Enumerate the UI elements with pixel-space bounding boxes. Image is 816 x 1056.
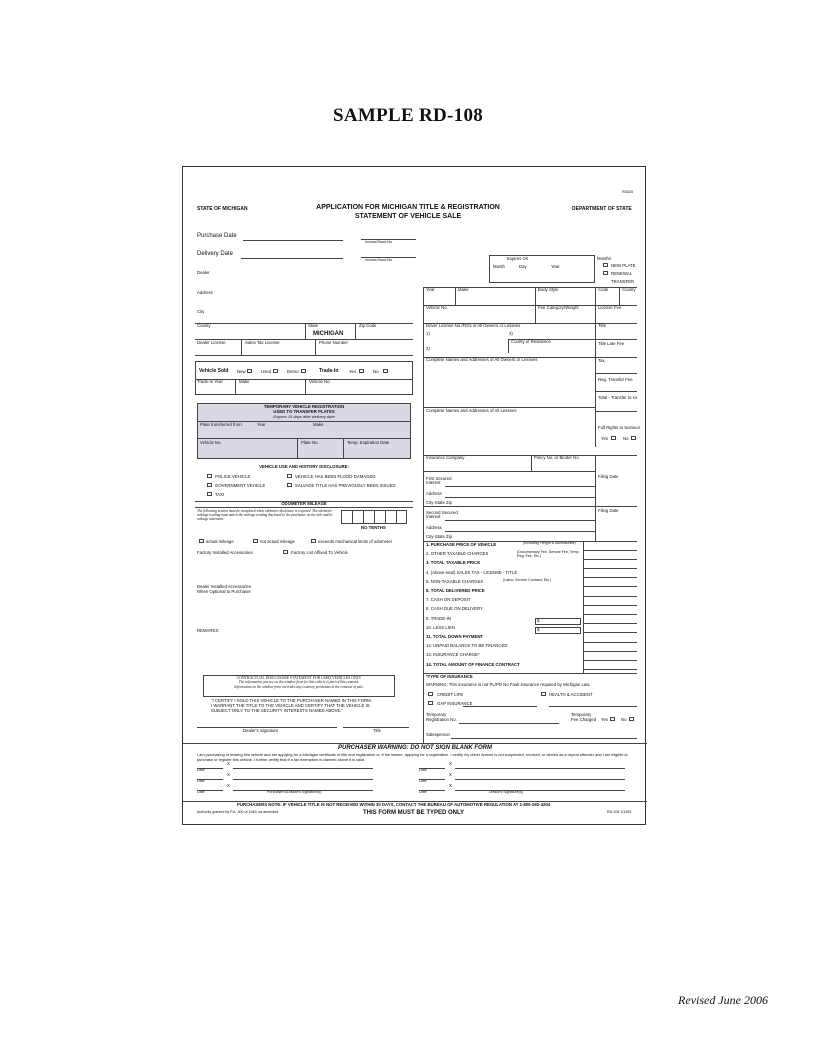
right-x-mark-1: X (449, 761, 452, 766)
contract-text-1: The information you see on the window form for this vehicle is part of this contract. (238, 680, 360, 684)
insurance-warning: WARNING: This insurance is not PL/PD No Fault insurance required by Michigan Law. (426, 682, 591, 687)
left-x-mark-2: X (227, 772, 230, 777)
less-lien-amount[interactable] (535, 627, 581, 634)
new-checkbox[interactable] (247, 369, 252, 373)
temp-reg-line[interactable] (459, 723, 559, 724)
trade-in-make-label: Make (239, 379, 250, 384)
dealer-acc-label-2: When Optional to Purchaser (197, 589, 251, 594)
right-date-line-2[interactable] (419, 779, 445, 780)
total-transfer-label: Total - Transfer to s4 (598, 395, 638, 400)
filing-date-label-2: Filing Date (598, 508, 619, 513)
less-lien-dollar: $ (537, 627, 540, 632)
purchase-date-label: Purchase Date (197, 233, 237, 239)
state-label: State (308, 323, 319, 328)
title-fee-label: Title (598, 323, 606, 328)
actual-mileage-checkbox[interactable] (199, 539, 204, 543)
price-line-6-label: 6. TOTAL DELIVERED PRICE (426, 588, 485, 593)
authority-note: Authority granted by P.A. 300 of 1949, as amended. (197, 810, 280, 814)
price-line-8-label: 8. CASH DUE ON DELIVERY (426, 606, 483, 612)
new-plate-checkbox[interactable] (603, 263, 608, 267)
right-x-mark-2: X (449, 772, 452, 777)
renewal-checkbox[interactable] (603, 271, 608, 275)
driver-license-label: Driver License No./FIDs of All Owners or Lessees (426, 323, 521, 328)
price-line-11-amount[interactable] (583, 642, 637, 643)
form-title-line1: APPLICATION FOR MICHIGAN TITLE & REGISTRATION (316, 204, 500, 211)
state-value: MICHIGAN (313, 331, 344, 337)
taxi-checkbox[interactable] (207, 492, 212, 496)
no-tenths-label: NO TENTHS (361, 525, 386, 530)
temp-fee-yes-label: Yes (601, 717, 609, 722)
department-of-state: DEPARTMENT OF STATE (572, 206, 632, 212)
second-secured-label: Second Secured (426, 510, 458, 515)
left-signature-line-1[interactable] (233, 768, 373, 769)
dealer-acc-label-1: Dealer Installed Accessories (197, 584, 251, 589)
vehicle-sold-label: Vehicle Sold (199, 368, 229, 374)
price-line-1-label: 1. PURCHASE PRICE OF VEHICLE (426, 542, 497, 547)
plate-make-label: Make (313, 422, 324, 427)
reg-transfer-label: Reg. Transfer Fee (598, 377, 633, 382)
price-line-13-label: 13. INSURANCE CHARGE* (426, 652, 480, 658)
price-line-6-amount[interactable] (583, 596, 637, 597)
temp-reg-label-2: Registration No. (426, 717, 457, 722)
title-late-fee-label: Title Late Fee (598, 341, 625, 346)
full-rights-yes-label: Yes (601, 436, 609, 441)
purchase-date-line[interactable] (243, 240, 343, 241)
trade-in-yes-label: Yes (349, 369, 357, 374)
owner-2-label: 2) (426, 346, 430, 351)
price-line-12-label: 12. UNPAID BALANCE TO BE FINANCED (426, 643, 508, 649)
credit-life-label: CREDIT LIFE (437, 692, 464, 697)
temp-reg-label-1: Temporary (426, 712, 447, 717)
gap-label: GAP INSURANCE (437, 701, 473, 706)
not-actual-label: not actual mileage (260, 539, 295, 544)
plate-no-label: Plate No. (301, 440, 319, 445)
price-line-11-label: 11. TOTAL DOWN PAYMENT (426, 634, 484, 639)
price-line-10-label: 10. LESS LIEN (426, 624, 455, 630)
temp-fee-no-label: No (621, 717, 627, 722)
non-tax-note: (Labor, Service Contract, Etc.) (503, 578, 552, 582)
zip-label: Zip Code (359, 323, 377, 328)
left-x-mark-1: X (227, 761, 230, 766)
price-line-13-amount[interactable] (583, 660, 637, 661)
new-label: New (237, 369, 246, 374)
trade-in-label: Trade-In (319, 368, 339, 374)
form-code: RD525 (622, 190, 634, 194)
price-line-1-amount[interactable] (583, 550, 637, 551)
price-line-4-label: 4. (Above-total) SALES TAX - LICENSE - TITLE (426, 569, 518, 575)
dealer-signature-label: Dealer's Signature (243, 728, 279, 733)
address-label: Address (197, 290, 213, 295)
tax-label: Tax (598, 358, 605, 363)
taxi-label: TAXI (215, 492, 225, 497)
price-line-2-amount[interactable] (583, 559, 637, 560)
page-title: SAMPLE RD-108 (332, 105, 484, 126)
certify-3: SUBJECT ONLY TO THE SECURITY INTERESTS NAMED ABOVE." (211, 708, 344, 713)
price-line-14-label: 14. TOTAL AMOUNT OF FINANCE CONTRACT (426, 661, 520, 667)
price-line-7-amount[interactable] (583, 605, 637, 606)
gap-checkbox[interactable] (428, 701, 433, 705)
full-rights-no-label: No (623, 436, 629, 441)
code-label: Code (598, 287, 609, 292)
left-signature-line-2[interactable] (233, 779, 373, 780)
demo-label: Demo (287, 369, 299, 374)
fee-category-label: Fee Category/Weight (538, 305, 579, 310)
certify-1: "I CERTIFY I SOLD THIS VEHICLE TO THE PURCHASER NAMED IN THIS FORM. (211, 698, 372, 703)
price-line-3-amount[interactable] (583, 568, 637, 569)
right-date-label-2: Date (419, 779, 427, 783)
price-line-9-amount[interactable] (583, 623, 637, 624)
plate-transferred-label: Plate transferred from: (200, 422, 243, 427)
police-checkbox[interactable] (207, 474, 212, 478)
license-fee-label: License Fee (598, 305, 622, 310)
full-rights-no-checkbox[interactable] (631, 436, 636, 440)
used-checkbox[interactable] (273, 369, 278, 373)
history-title: VEHICLE USE AND HISTORY DISCLOSURE: (259, 464, 349, 469)
trade-in-yes-checkbox[interactable] (359, 369, 364, 373)
r-year-label: Year (426, 287, 435, 292)
first-city-label: City-State Zip (426, 500, 453, 505)
typed-only-note: THIS FORM MUST BE TYPED ONLY (363, 810, 465, 816)
police-label: POLICE VEHICLE (215, 474, 251, 479)
credit-life-checkbox[interactable] (428, 692, 433, 696)
body-style-label: Body Style (538, 287, 559, 292)
plate-vehicle-no-label: Vehicle No. (200, 440, 222, 445)
r-make-label: Make (458, 287, 469, 292)
expires-day-label: Day (519, 264, 527, 269)
form-title-line2: STATEMENT OF VEHICLE SALE (354, 213, 462, 220)
names-label-1: Complete Names and Addresses of All Owners or Lessees (426, 357, 538, 362)
odometer-title: ODOMETER MILEAGE (281, 501, 327, 506)
city-label: City (197, 309, 205, 314)
temp-fee-label-2: Fee Charged (571, 717, 597, 722)
r-county-label: County (622, 287, 636, 292)
right-date-label-1: Date (419, 768, 427, 772)
revised-date: Revised June 2006 (678, 993, 768, 1007)
factory-list-label: Factory List Affixed To Vehicle (291, 550, 348, 555)
vehicle-sold-box (195, 361, 413, 395)
price-line-12-amount[interactable] (583, 651, 637, 652)
form-number: RD-108 1/1992 (607, 810, 632, 814)
full-rights-yes-checkbox[interactable] (611, 436, 616, 440)
type-insurance-label: *TYPE OF INSURANCE (426, 674, 473, 679)
trade-in-dollar: $ (537, 618, 540, 623)
trade-in-no-label: No (373, 369, 379, 374)
price-line-7-label: 7. CASH ON DEPOSIT (426, 597, 471, 603)
dealer-label: Dealer (197, 270, 210, 275)
right-x-mark-3: X (449, 783, 452, 788)
not-actual-checkbox[interactable] (253, 539, 258, 543)
salesperson-label: Salesperson (426, 732, 450, 737)
exceeds-checkbox[interactable] (311, 539, 316, 543)
temp-reg-title-3: Expires 15 days after delivery date (273, 414, 335, 419)
right-date-line-3[interactable] (419, 790, 445, 791)
rd108-form (182, 166, 646, 825)
first-interest-label: Interest (426, 480, 441, 485)
left-signature-label: Purchaser's/Lessee's Signature(s) (267, 790, 322, 794)
used-label: Used (261, 369, 272, 374)
new-plate-label: NEW PLATE (611, 263, 636, 268)
owner-1-label: 1) (426, 331, 430, 336)
first-secured-label: First Secured (426, 476, 452, 481)
salvage-label: SALVAGE TITLE HAS PREVIOUSLY BEEN ISSUED (295, 483, 396, 488)
sales-tax-license-label: Sales Tax License (245, 340, 280, 345)
price-line-5-label: 5. NON-TAXABLE CHARGES (426, 578, 484, 584)
county-residence-label: County of Residence (511, 339, 551, 344)
temp-reg-title-2: USED TO TRANSFER PLATES (273, 409, 335, 414)
price-line-5-amount[interactable] (583, 586, 637, 587)
months-label: Months (597, 256, 612, 261)
invoice-stock-label-2: Invoice/Stock No. (365, 258, 393, 262)
trade-in-no-checkbox[interactable] (383, 369, 388, 373)
flood-label: VEHICLE HAS BEEN FLOOD-DAMAGED (295, 474, 376, 479)
dealer-license-label: Dealer License (197, 340, 226, 345)
health-label: HEALTH & ACCIDENT (549, 692, 593, 697)
price-line-9-label: 9. TRADE-IN (426, 615, 451, 621)
owner-3-label: 3) (509, 331, 513, 336)
renewal-label: RENEWAL (611, 271, 633, 276)
price-line-2-label: 2. OTHER TAXABLE CHARGES (426, 551, 489, 557)
purchaser-warning: PURCHASER WARNING: DO NOT SIGN BLANK FORM (338, 745, 492, 751)
right-date-line-1[interactable] (419, 768, 445, 769)
left-date-label-2: Date (197, 779, 205, 783)
left-date-label-3: Date (197, 790, 205, 794)
demo-checkbox[interactable] (301, 369, 306, 373)
temp-exp-label: Temp. Expiration Date (347, 440, 390, 445)
right-signature-line-3[interactable] (455, 790, 625, 791)
names-label-2: Complete Names and Addresses of All Lessees (426, 408, 517, 413)
exceeds-label: exceeds mechanical limits of odometer (318, 539, 393, 544)
full-rights-label: Full Rights to Survivor (598, 425, 641, 430)
plate-year-label: Year (257, 422, 266, 427)
odometer-text: The following section must be completed when odometer disclosure is required. The odometer mileage reading must match the mileage reading disclosed to the purchaser on the title and/or mileage statement. (197, 509, 333, 522)
temp-fee-yes-checkbox[interactable] (610, 717, 615, 721)
government-checkbox[interactable] (207, 483, 212, 487)
flood-checkbox[interactable] (287, 474, 292, 478)
certify-2: I WARRANT THE TITLE TO THE VEHICLE AND CERTIFY THAT THE VEHICLE IS (211, 703, 370, 708)
policy-no-label: Policy No. or Binder No. (534, 455, 580, 460)
actual-mileage-label: actual mileage (206, 539, 234, 544)
expires-year-label: Year (551, 264, 560, 269)
right-signature-line-1[interactable] (455, 768, 625, 769)
expires-month-label: Month (493, 264, 505, 269)
county-label: County (197, 323, 211, 328)
insurance-company-label: Insurance Company (426, 455, 465, 460)
price-line-4-amount[interactable] (583, 577, 637, 578)
price-line-14-amount[interactable] (583, 669, 637, 670)
expires-on-label: Expires On (507, 256, 529, 261)
second-address-label: Address (426, 525, 442, 530)
salvage-checkbox[interactable] (287, 483, 292, 487)
trade-in-amount[interactable] (535, 618, 581, 625)
purchasers-note: PURCHASERS NOTE: IF VEHICLE TITLE IS NOT RECEIVED WITHIN 30 DAYS, CONTACT THE BUREAU OF AUTOMOTIVE REGULATION AT 1-800-292-4204 (237, 802, 551, 807)
delivery-date-line[interactable] (241, 258, 343, 259)
factory-list-checkbox[interactable] (283, 550, 288, 554)
temp-fee-no-checkbox[interactable] (629, 717, 634, 721)
dealer-title-label: Title (373, 728, 381, 733)
transfer-label: TRANSFER (611, 279, 635, 284)
temp-fee-label-1: Temporary (571, 712, 592, 717)
left-date-line-3[interactable] (197, 790, 223, 791)
price-line-8-amount[interactable] (583, 614, 637, 615)
right-date-label-3: Date (419, 790, 427, 794)
first-address-label: Address (426, 491, 442, 496)
delivery-date-label: Delivery Date (197, 251, 234, 257)
contract-title: CONTRACTUAL DISCLOSURE STATEMENT FOR USED VEHICLES ONLY (236, 676, 362, 680)
trade-in-year-label: Trade-In Year (197, 379, 223, 384)
second-city-label: City-State Zip (426, 534, 453, 539)
temp-reg-title-1: TEMPORARY VEHICLE REGISTRATION (263, 404, 345, 409)
left-x-mark-3: X (227, 783, 230, 788)
contract-text-2: Information on the window form overrides any contrary provisions in the contract of sale. (234, 685, 364, 689)
right-signature-line-2[interactable] (455, 779, 625, 780)
government-label: GOVERNMENT VEHICLE (215, 483, 266, 488)
second-interest-label: Interest (426, 514, 441, 519)
right-signature-label: Lessor's Signature(s) (489, 790, 523, 794)
left-date-line-1[interactable] (197, 768, 223, 769)
factory-acc-label: Factory Installed Accessories (197, 550, 253, 555)
filing-date-label-1: Filing Date (598, 474, 619, 479)
r-vehicle-no-label: Vehicle No. (426, 305, 448, 310)
incl-freight-note: (Including Freight & Accessories) (523, 541, 576, 545)
phone-label: Phone Number (319, 340, 348, 345)
left-date-label-1: Date (197, 768, 205, 772)
remarks-label: REMARKS: (197, 628, 220, 633)
health-checkbox[interactable] (541, 692, 546, 696)
left-date-line-2[interactable] (197, 779, 223, 780)
price-line-10-amount[interactable] (583, 632, 637, 633)
salesperson-line[interactable] (451, 738, 637, 739)
purchaser-statement: I am purchasing or leasing this vehicle and am applying for a Michigan certificate of title and registration or, if the lessee, applying for a registration. I certify my driver license is not suspended, revoked, or denied as a repeat offender and I am eligible to purchase or register this vehicle. I further certify that if a tax exemption is claimed above it is valid. (197, 752, 628, 762)
doc-fee-note: (Documentary Fee, Service Fee, Temp. Reg. Fee, Etc.) (517, 550, 580, 558)
invoice-stock-label-1: Invoice/Stock No. (365, 240, 393, 244)
state-of-michigan: STATE OF MICHIGAN (197, 206, 248, 212)
price-line-3-label: 3. TOTAL TAXABLE PRICE (426, 560, 481, 566)
trade-in-vehicle-no-label: Vehicle No. (309, 379, 331, 384)
